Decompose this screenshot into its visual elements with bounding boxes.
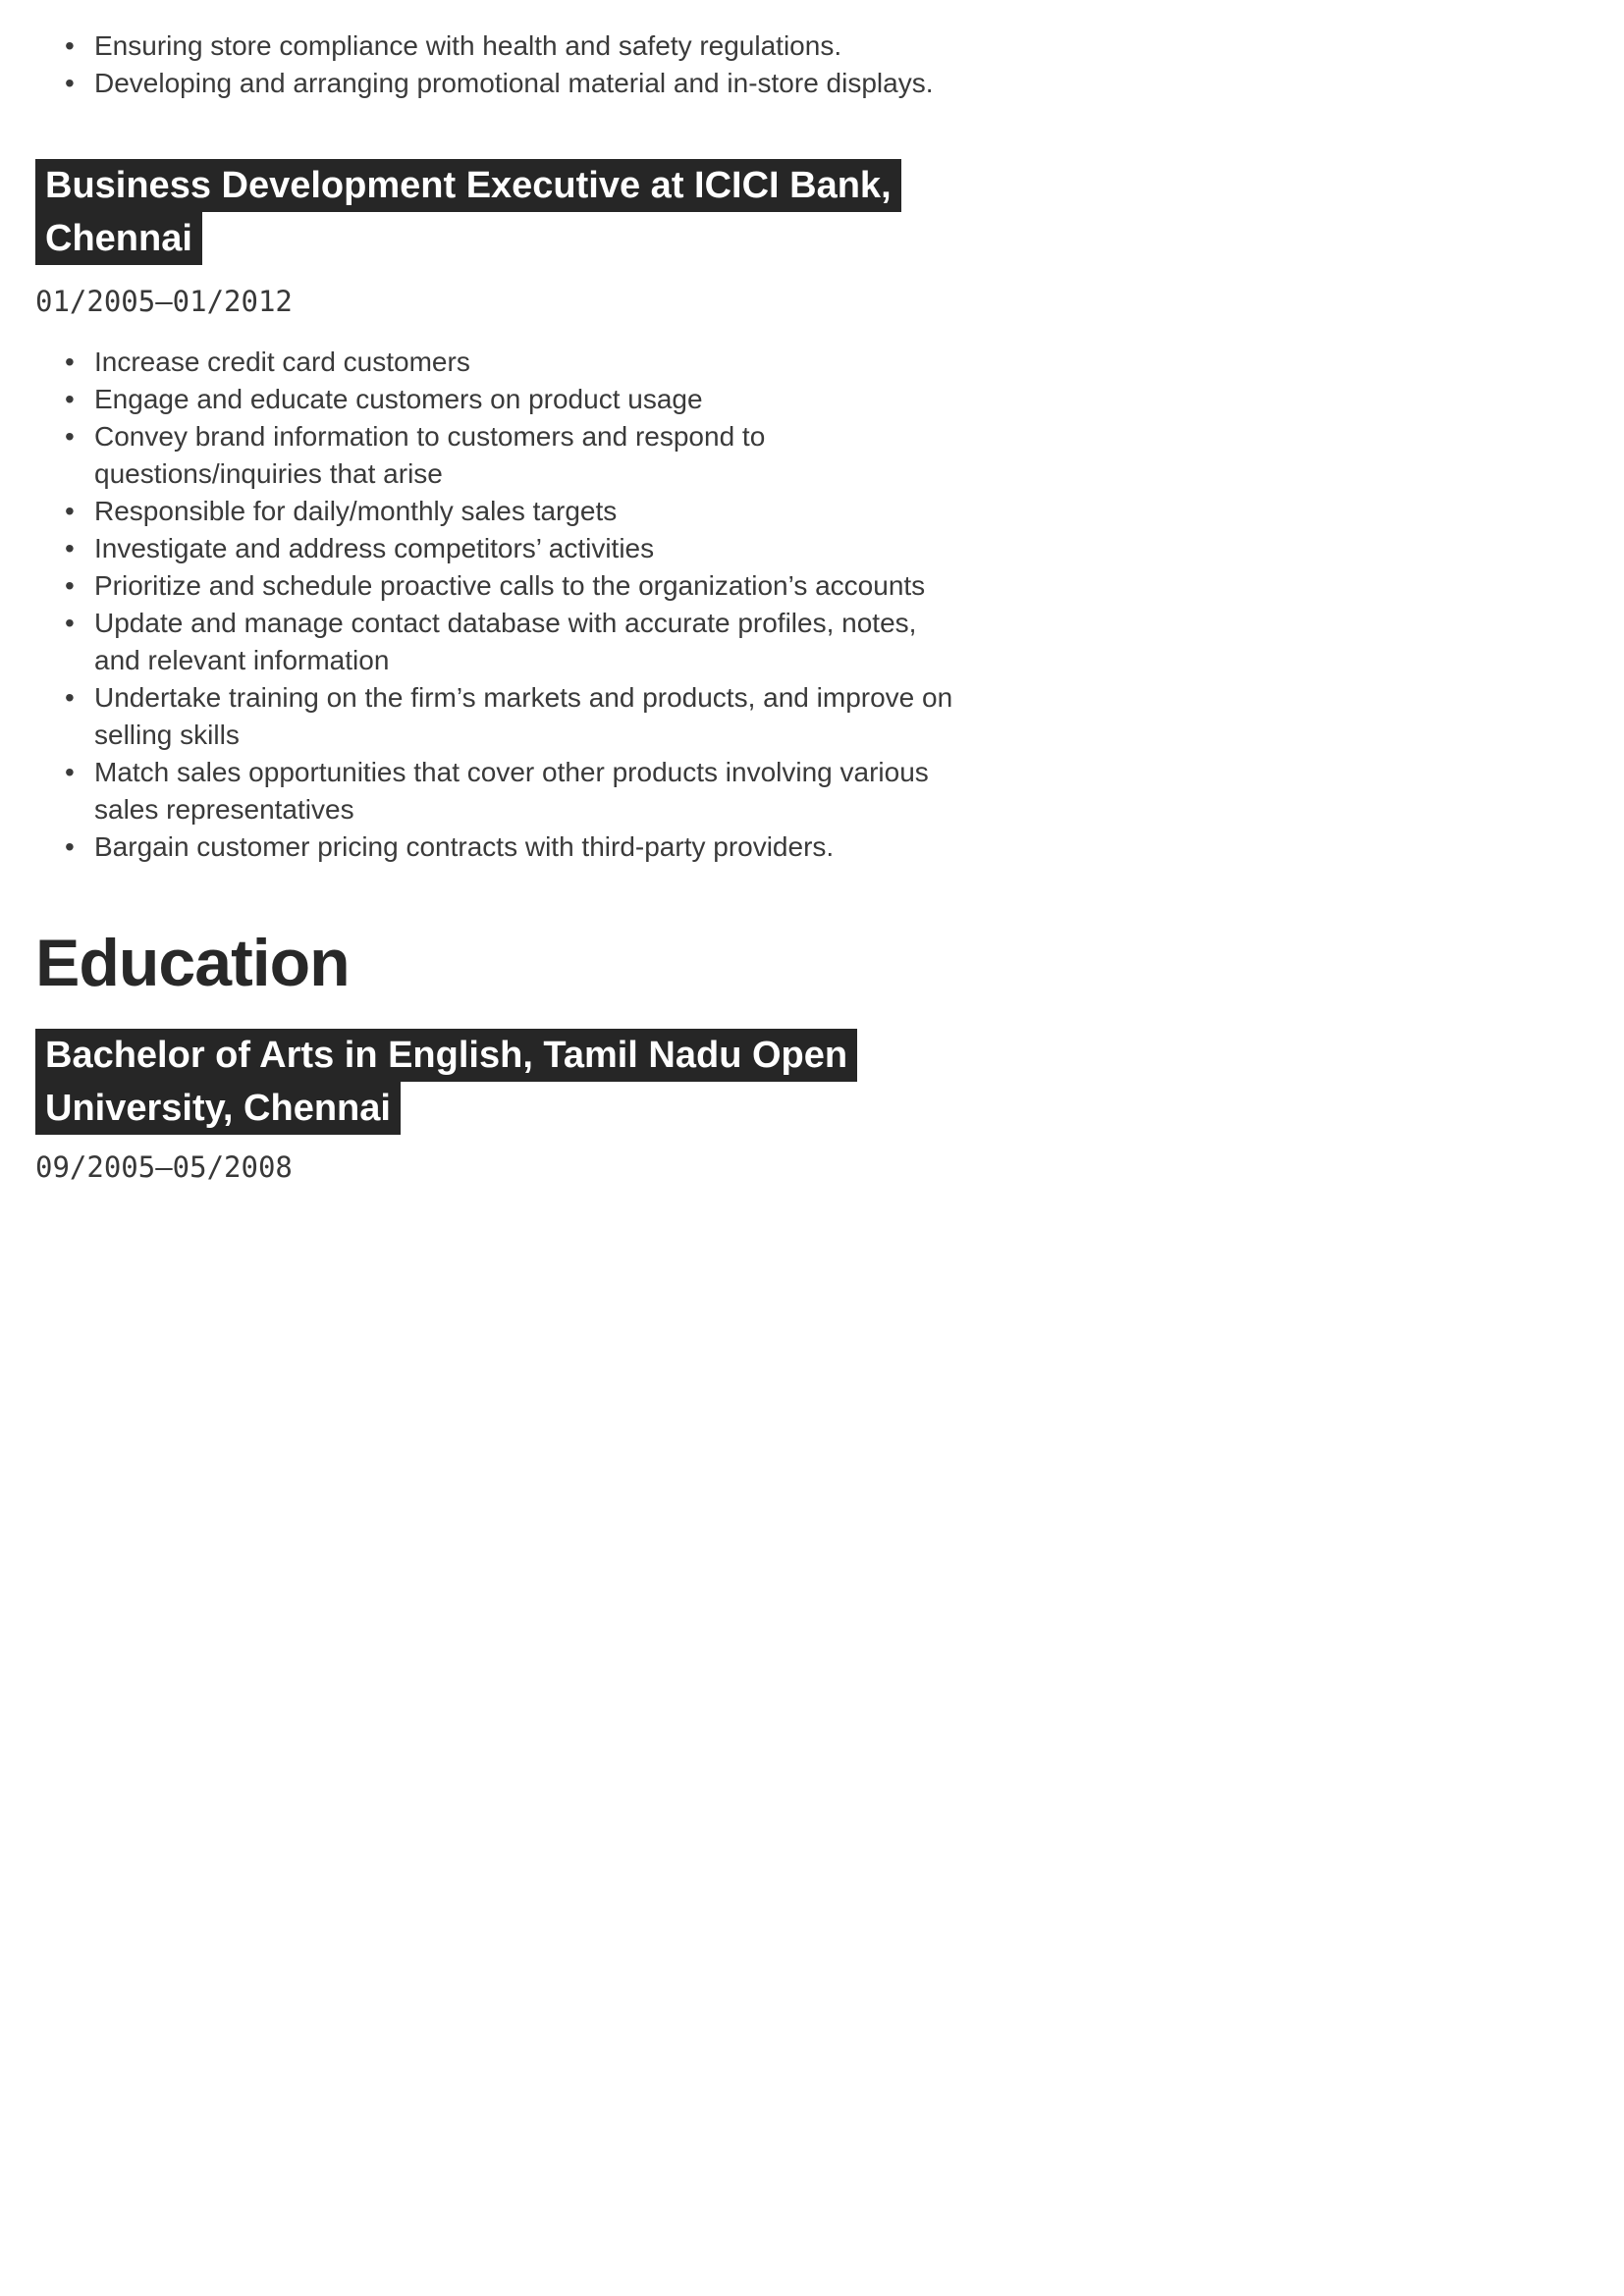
previous-role-bullet-list <box>35 27 954 102</box>
list-item: • Undertake training on the firm’s markets and products, and improve on selling skills <box>35 679 954 754</box>
list-item: • Responsible for daily/monthly sales targets <box>35 493 954 530</box>
job-date-range: 01/2005—01/2012 <box>35 285 293 318</box>
education-date-range: 09/2005—05/2008 <box>35 1150 293 1184</box>
list-item: • Increase credit card customers <box>35 344 954 381</box>
degree-title-highlight: Bachelor of Arts in English, Tamil Nadu Open University, Chennai <box>35 1029 857 1135</box>
list-item: • Developing and arranging promotional material and in-store displays. <box>35 65 954 102</box>
list-item: • Update and manage contact database with accurate profiles, notes, and relevant information <box>35 605 954 679</box>
list-item: • Engage and educate customers on product usage <box>35 381 954 418</box>
list-item: • Ensuring store compliance with health and safety regulations. <box>35 27 954 65</box>
education-section-heading: Education <box>35 926 350 1000</box>
main-column <box>35 0 954 1186</box>
job-bullet-list <box>35 344 954 866</box>
list-item: • Investigate and address competitors’ activities <box>35 530 954 567</box>
job-title-highlight: Business Development Executive at ICICI Bank, Chennai <box>35 159 901 265</box>
list-item: • Convey brand information to customers and respond to questions/inquiries that arise <box>35 418 954 493</box>
job-title <box>35 159 954 265</box>
list-item: • Prioritize and schedule proactive calls to the organization’s accounts <box>35 567 954 605</box>
degree-title <box>35 1029 954 1135</box>
list-item: • Match sales opportunities that cover other products involving various sales representatives <box>35 754 954 828</box>
list-item: • Bargain customer pricing contracts with third-party providers. <box>35 828 954 866</box>
